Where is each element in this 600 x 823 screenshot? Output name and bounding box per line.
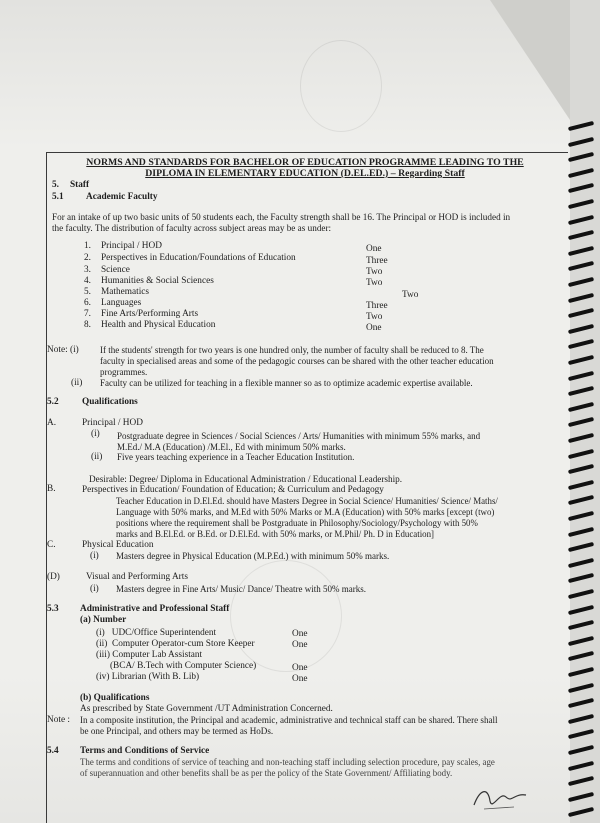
handwritten-signature [470,783,530,813]
note-1-line-1: If the students' strength for two years is one hundred only, the number of faculty shall be reduced to 8. The [100,345,484,355]
staff-row-4-count: One [292,663,308,673]
spiral-coil [568,761,594,771]
faculty-count-3: Two [366,267,383,277]
faculty-count-7: Two [366,312,383,322]
faculty-count-1: One [366,244,382,254]
qual-b-line-3: positions where the requirement shall be Postgraduate in Philosophy/Sociology/Psychology with 50% [116,518,478,528]
spiral-coil [568,589,594,599]
spiral-coil [568,651,594,661]
faculty-num-5: 5. [84,287,91,297]
frame-top-line [46,152,568,153]
section-5-2-number: 5.2 [47,397,59,407]
spiral-coil [568,417,594,427]
spiral-coil [568,605,594,615]
qual-d-i-label: (i) [90,584,99,594]
terms-line-1: The terms and conditions of service of teaching and non-teaching staff including selection procedure, pay scales, age [80,757,495,767]
spiral-coil [568,745,594,755]
faculty-num-6: 6. [84,298,91,308]
spiral-coil [568,152,594,162]
spiral-coil [568,168,594,178]
staff-row-1-label: (i) UDC/Office Superintendent [96,628,217,638]
faculty-count-2: Three [366,256,388,266]
note-2-label: (ii) [71,378,83,388]
faculty-num-8: 8. [84,320,91,330]
desirable-line: Desirable: Degree/ Diploma in Educational Administration / Educational Leadership. [89,474,403,484]
faculty-num-7: 7. [84,309,91,319]
section-5-4-number: 5.4 [47,746,59,756]
section-5-number: 5. [52,180,59,190]
faculty-count-6: Three [366,301,388,311]
faint-seal [300,40,382,132]
faculty-num-3: 3. [84,265,91,275]
qual-c-title: Physical Education [82,540,154,550]
qual-a-i-line-1: Postgraduate degree in Sciences / Social Sciences / Arts/ Humanities with minimum 55% marks, and [117,431,481,441]
faculty-count-8: One [366,323,382,333]
qual-b-letter: B. [47,484,56,494]
spiral-coil [568,683,594,693]
section-5-1-number: 5.1 [52,192,64,202]
staff-row-5-count: One [292,674,308,684]
staff-row-3-label: (iii) Computer Lab Assistant [96,650,203,660]
faculty-label-3: Science [101,265,130,275]
qual-a-ii-text: Five years teaching experience in a Teacher Education Institution. [117,452,355,462]
faculty-label-2: Perspectives in Education/Foundations of Education [101,253,296,263]
staff-row-2-count: One [292,640,308,650]
qual-c-i-label: (i) [90,551,99,561]
qual-b-title: Perspectives in Education/ Foundation of Education; & Curriculum and Pedagogy [82,484,384,494]
spiral-coil [568,308,594,318]
spiral-coil [568,433,594,443]
spiral-coil [568,698,594,708]
qual-b-line-1: Teacher Education in D.El.Ed. should have Masters Degree in Social Science/ Humanities/ Science/ Maths/ [116,496,498,506]
terms-line-2: of superannuation and other benefits shall be as per the policy of the State Government/ Affiliating body. [80,768,453,778]
faculty-count-4: Two [366,278,383,288]
spiral-coil [568,199,594,209]
spiral-coil [568,667,594,677]
spiral-coil [568,246,594,256]
faculty-label-1: Principal / HOD [101,241,162,251]
staff-number-heading: (a) Number [80,615,127,625]
note-2-text: Faculty can be utilized for teaching in a flexible manner so as to optimize academic expertise available. [100,378,473,388]
spiral-coil [568,495,594,505]
qual-b-line-4: marks and B.El.Ed. or B.Ed. or D.El.Ed. with 50% marks, or M.Phil/ Ph. D in Education] [116,529,434,539]
spiral-coil [568,792,594,802]
spiral-coil [568,480,594,490]
spiral-coil [568,776,594,786]
spiral-coil [568,277,594,287]
spiral-coil [568,573,594,583]
faculty-count-5: Two [402,290,419,300]
faculty-num-4: 4. [84,276,91,286]
spiral-coil [568,355,594,365]
qual-a-title: Principal / HOD [82,418,143,428]
faculty-label-5: Mathematics [101,287,150,297]
spiral-coil [568,183,594,193]
spiral-coil [568,121,594,131]
section-5-title: Staff [70,180,90,190]
note-label: Note: (i) [47,345,79,355]
spiral-coil [568,729,594,739]
faculty-label-7: Fine Arts/Performing Arts [101,309,199,319]
spiral-coil [568,714,594,724]
faculty-num-1: 1. [84,241,91,251]
note-1-line-3: programmes. [100,367,148,377]
section-5-4-title: Terms and Conditions of Service [80,746,210,756]
qual-d-title: Visual and Performing Arts [86,572,188,582]
spiral-coil [568,293,594,303]
spiral-coil [568,215,594,225]
staff-row-1-count: One [292,629,308,639]
spiral-coil [568,402,594,412]
qual-c-i-text: Masters degree in Physical Education (M.P.Ed.) with minimum 50% marks. [116,551,390,561]
spiral-coil [568,464,594,474]
heading-line-2: DIPLOMA IN ELEMENTARY EDUCATION (D.EL.ED.) – Regarding Staff [145,168,465,179]
spiral-coil [568,558,594,568]
section-5-3-title: Administrative and Professional Staff [80,604,230,614]
spiral-coil [568,137,594,147]
section-5-2-title: Qualifications [82,397,138,407]
spiral-coil [568,449,594,459]
staff-qualifications-text: As prescribed by State Government /UT Administration Concerned. [80,704,333,714]
spiral-coil [568,542,594,552]
qual-d-i-text: Masters degree in Fine Arts/ Music/ Dance/ Theatre with 50% marks. [116,584,367,594]
folded-corner [490,0,570,120]
spiral-coil [568,386,594,396]
staff-row-4-label: (BCA/ B.Tech with Computer Science) [96,661,257,671]
section-5-1-title: Academic Faculty [86,192,158,202]
faculty-label-6: Languages [101,298,142,308]
staff-qualifications-heading: (b) Qualifications [80,693,150,703]
spiral-coil [568,807,594,817]
intro-line-1: For an intake of up two basic units of 50 students each, the Faculty strength shall be 16. The Principal or HOD is included in [52,212,511,222]
spiral-coil [568,261,594,271]
qual-d-letter: (D) [47,572,60,582]
section-5-3-number: 5.3 [47,604,59,614]
spiral-coil [568,324,594,334]
faculty-label-4: Humanities & Social Sciences [101,276,214,286]
spiral-coil [568,339,594,349]
staff-row-5-label: (iv) Librarian (With B. Lib) [96,672,200,682]
spiral-coil [568,636,594,646]
spiral-coil [568,620,594,630]
staff-note-line-2: be one Principal, and others may be termed as HoDs. [80,726,274,736]
faculty-num-2: 2. [84,253,91,263]
spiral-coil [568,371,594,381]
qual-a-i-line-2: M.Ed./ M.A (Education) /M.El., Ed with minimum 50% marks. [117,442,346,452]
faculty-label-8: Health and Physical Education [101,320,216,330]
staff-row-2-label: (ii) Computer Operator-cum Store Keeper [96,639,255,649]
intro-line-2: the faculty. The distribution of faculty across subject areas may be as under: [52,223,332,233]
spiral-binding [564,118,600,823]
qual-a-i-label: (i) [91,429,100,439]
qual-b-line-2: Language with 50% marks, and M.Ed with 50% Marks or M.A (Education) with 50% marks [except (two) [116,507,495,517]
qual-a-letter: A. [47,418,57,428]
spiral-coil [568,511,594,521]
staff-note-line-1: In a composite institution, the Principal and academic, administrative and technical staff can be shared. There shall [80,715,498,725]
qual-a-ii-label: (ii) [91,452,103,462]
qual-c-letter: C. [47,540,56,550]
spiral-coil [568,527,594,537]
staff-note-label: Note : [47,715,70,725]
heading-line-1: NORMS AND STANDARDS FOR BACHELOR OF EDUCATION PROGRAMME LEADING TO THE [86,157,524,168]
note-1-line-2: faculty in specialised areas and some of the pedagogic courses can be shared with the other teacher education [100,356,494,366]
spiral-coil [568,230,594,240]
faint-watermark [230,560,342,672]
